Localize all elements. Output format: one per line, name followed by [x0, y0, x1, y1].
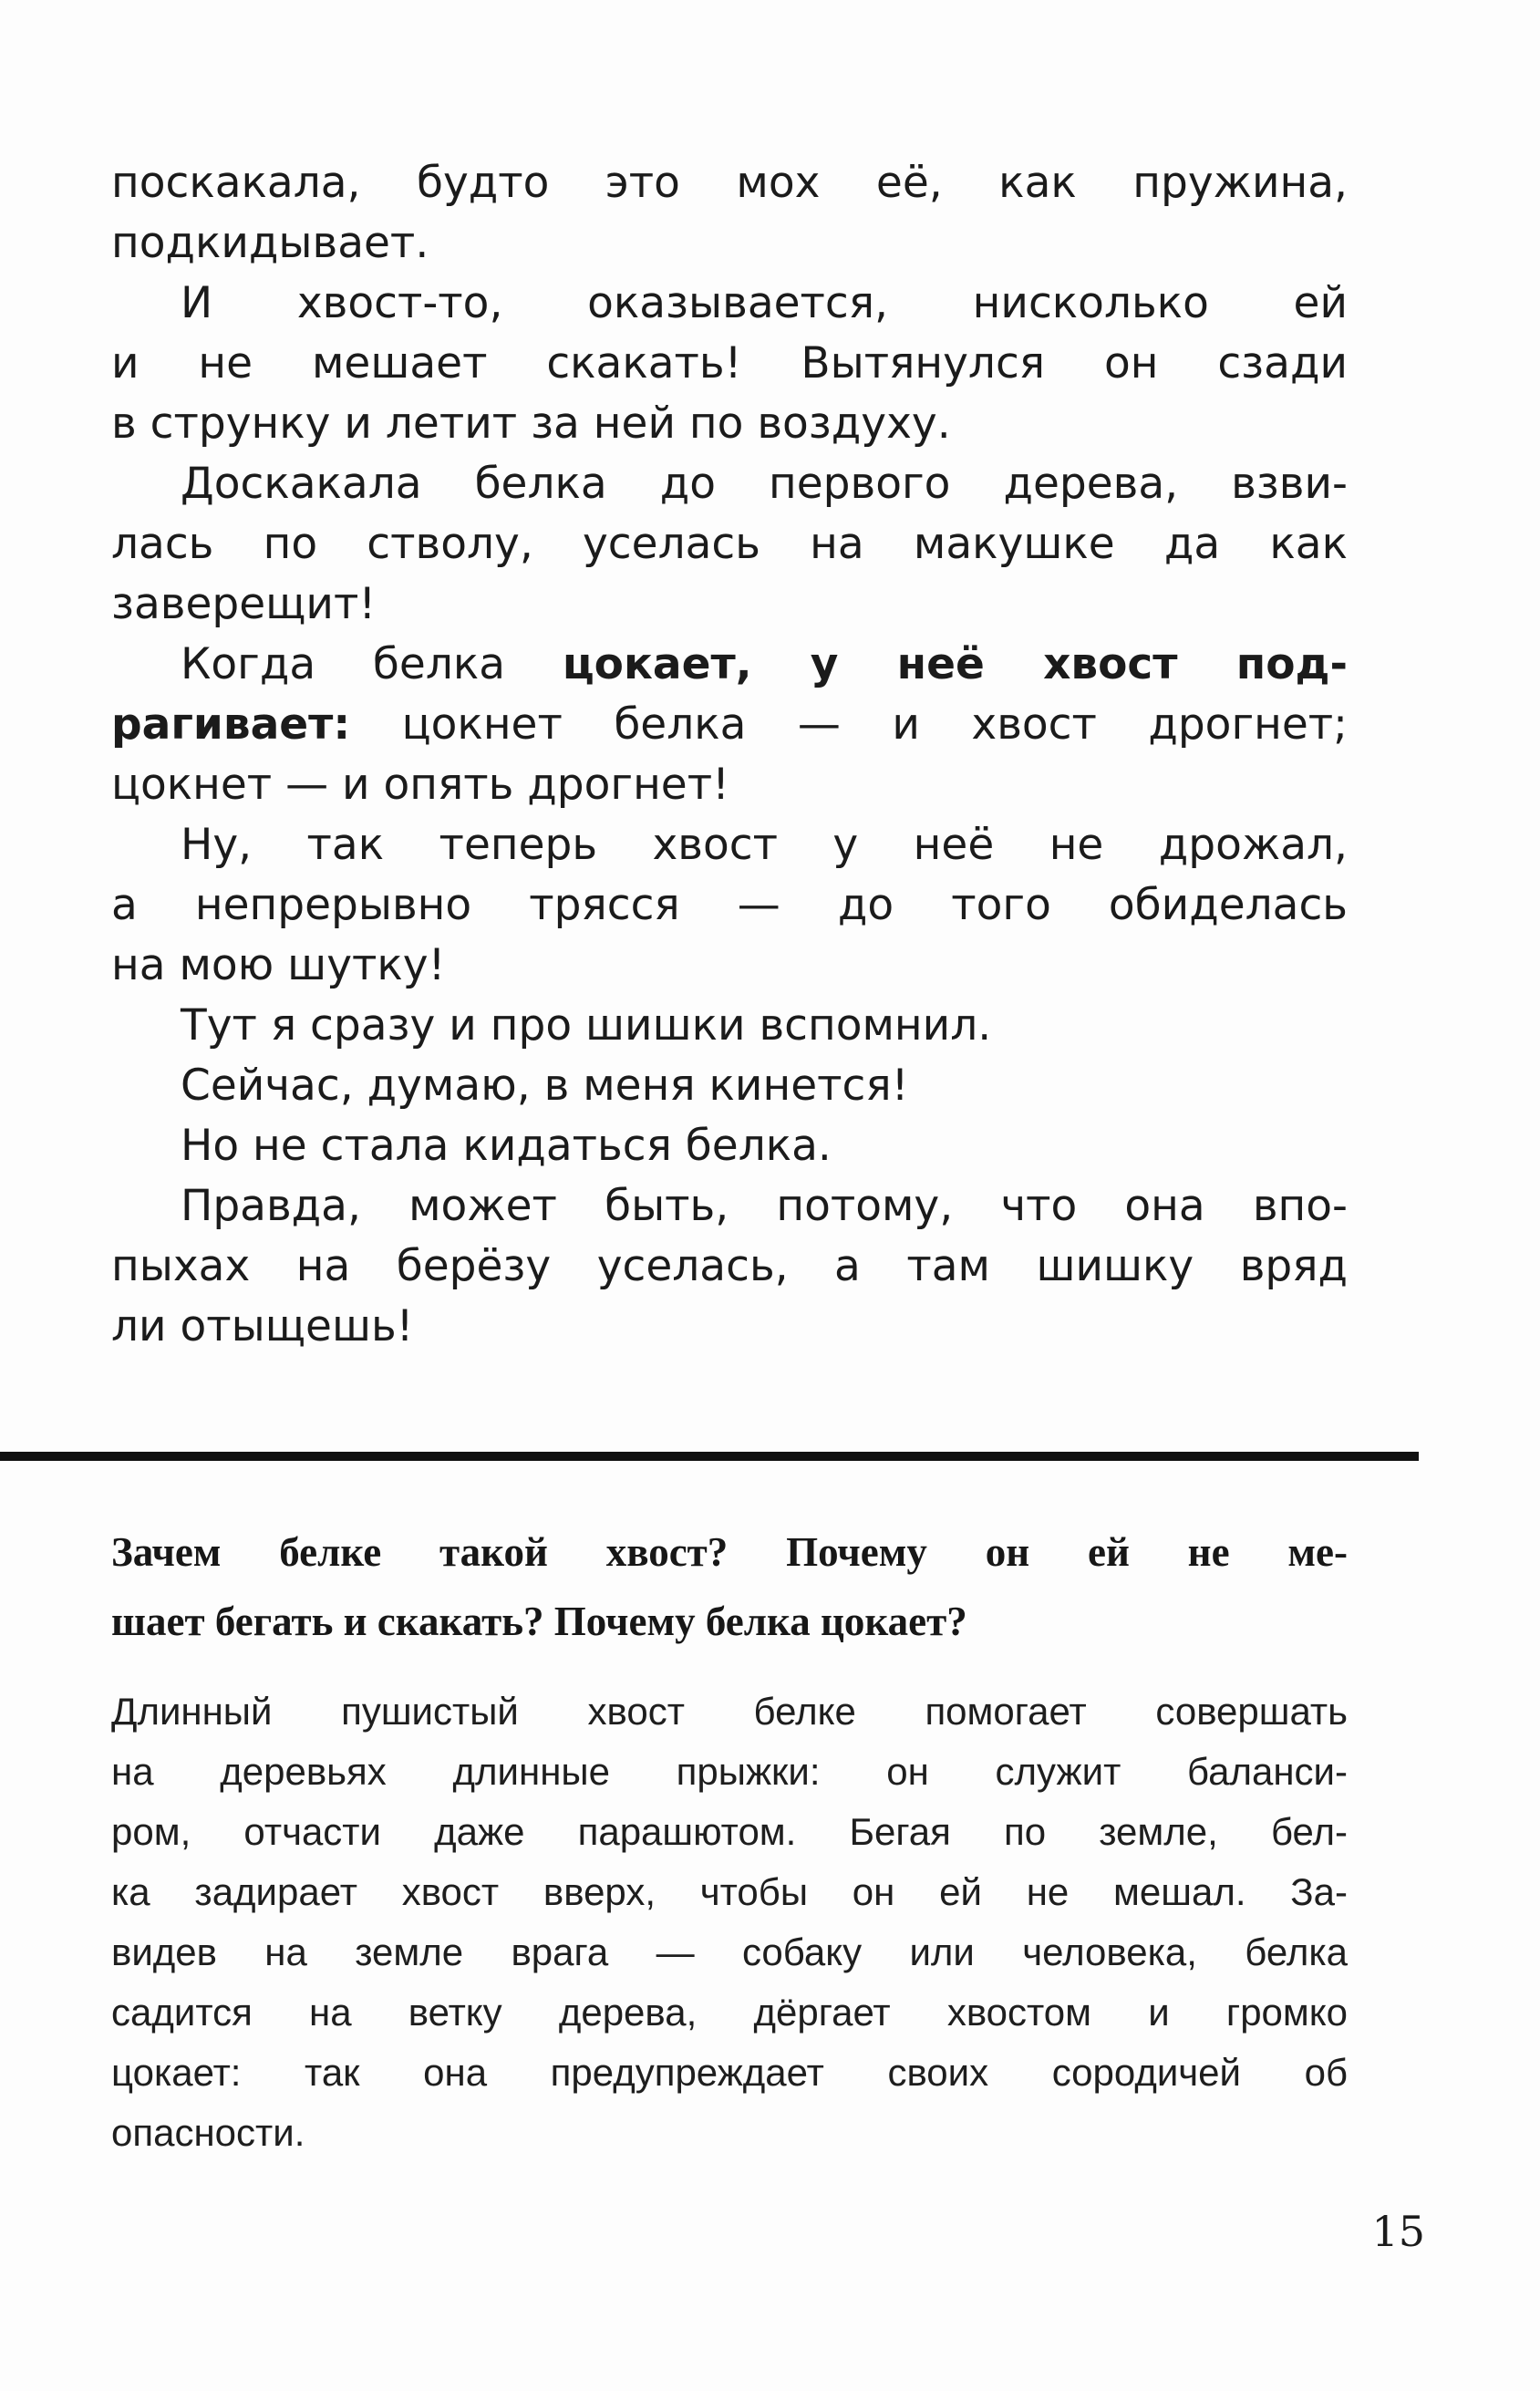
text-line	[111, 1176, 1348, 1237]
story-section	[111, 153, 1348, 1357]
text-line	[111, 1982, 1348, 2043]
text-line	[111, 1682, 1348, 1742]
text-segment: садится на ветку дерева, дёргает хвостом и громко	[111, 1991, 1348, 2034]
bold-text-segment: цокает, у неё хвост под-	[562, 639, 1348, 689]
text-segment: шает бегать и скакать? Почему белка цокает?	[111, 1599, 967, 1644]
text-segment: Но не стала кидаться белка.	[181, 1121, 832, 1171]
section-divider	[0, 1452, 1419, 1461]
text-segment: ли отыщешь!	[111, 1301, 414, 1351]
text-line	[111, 454, 1348, 514]
text-segment: Правда, может быть, потому, что она впо-	[181, 1181, 1348, 1231]
text-segment: ка задирает хвост вверх, чтобы он ей не мешал. За-	[111, 1870, 1348, 1913]
text-line	[111, 2103, 1348, 2163]
text-line	[111, 996, 1348, 1056]
page-number: 15	[1371, 2207, 1425, 2256]
text-line	[111, 1056, 1348, 1116]
text-line	[111, 574, 1348, 635]
text-segment: в струнку и летит за ней по воздуху.	[111, 398, 951, 449]
text-segment: заверещит!	[111, 579, 377, 629]
text-segment: поскакала, будто это мох её, как пружина,	[111, 158, 1348, 208]
text-segment: Зачем белке такой хвост? Почему он ей не ме-	[111, 1529, 1348, 1575]
text-line	[111, 2043, 1348, 2103]
text-line	[111, 1862, 1348, 1922]
text-segment: Сейчас, думаю, в меня кинется!	[181, 1061, 909, 1111]
text-line	[111, 875, 1348, 936]
text-segment: ром, отчасти даже парашютом. Бегая по земле, бел-	[111, 1810, 1348, 1853]
text-segment: на мою шутку!	[111, 940, 446, 990]
text-segment: цокнет — и опять дрогнет!	[111, 760, 729, 810]
text-line	[111, 695, 1348, 755]
text-segment: цокает: так она предупреждает своих сородичей об	[111, 2051, 1348, 2094]
text-segment: опасности.	[111, 2111, 305, 2154]
text-line	[111, 635, 1348, 695]
text-segment: на деревьях длинные прыжки: он служит баланси-	[111, 1750, 1348, 1793]
text-line	[111, 334, 1348, 394]
text-segment: и не мешает скакать! Вытянулся он сзади	[111, 338, 1348, 388]
text-line	[111, 1297, 1348, 1357]
text-line	[111, 755, 1348, 815]
text-line	[111, 274, 1348, 334]
text-segment: подкидывает.	[111, 218, 429, 268]
text-segment: а непрерывно трясся — до того обиделась	[111, 880, 1348, 930]
text-line	[111, 153, 1348, 213]
text-line	[111, 1587, 1348, 1656]
text-segment: пыхах на берёзу уселась, а там шишку вряд	[111, 1241, 1348, 1291]
text-line	[111, 1237, 1348, 1297]
text-line	[111, 213, 1348, 274]
text-segment: Когда белка	[181, 639, 563, 689]
text-line	[111, 1802, 1348, 1862]
text-segment: цокнет белка — и хвост дрогнет;	[350, 699, 1348, 750]
text-line	[111, 936, 1348, 996]
text-segment: И хвост-то, оказывается, нисколько ей	[181, 278, 1348, 328]
text-line	[111, 1922, 1348, 1982]
text-line	[111, 514, 1348, 574]
text-segment: Доскакала белка до первого дерева, взви-	[181, 459, 1348, 509]
text-segment: лась по стволу, уселась на макушке да как	[111, 519, 1348, 569]
answer-section	[111, 1682, 1348, 2163]
text-line	[111, 1116, 1348, 1176]
text-segment: Тут я сразу и про шишки вспомнил.	[181, 1000, 992, 1051]
text-line	[111, 1517, 1348, 1587]
text-segment: Ну, так теперь хвост у неё не дрожал,	[181, 820, 1348, 870]
text-segment: Длинный пушистый хвост белке помогает совершать	[111, 1690, 1348, 1733]
text-line	[111, 1742, 1348, 1802]
text-line	[111, 394, 1348, 454]
question-section	[111, 1517, 1348, 1656]
text-line	[111, 815, 1348, 875]
text-segment: видев на земле врага — собаку или человека, белка	[111, 1930, 1348, 1973]
bold-text-segment: рагивает:	[111, 699, 351, 750]
